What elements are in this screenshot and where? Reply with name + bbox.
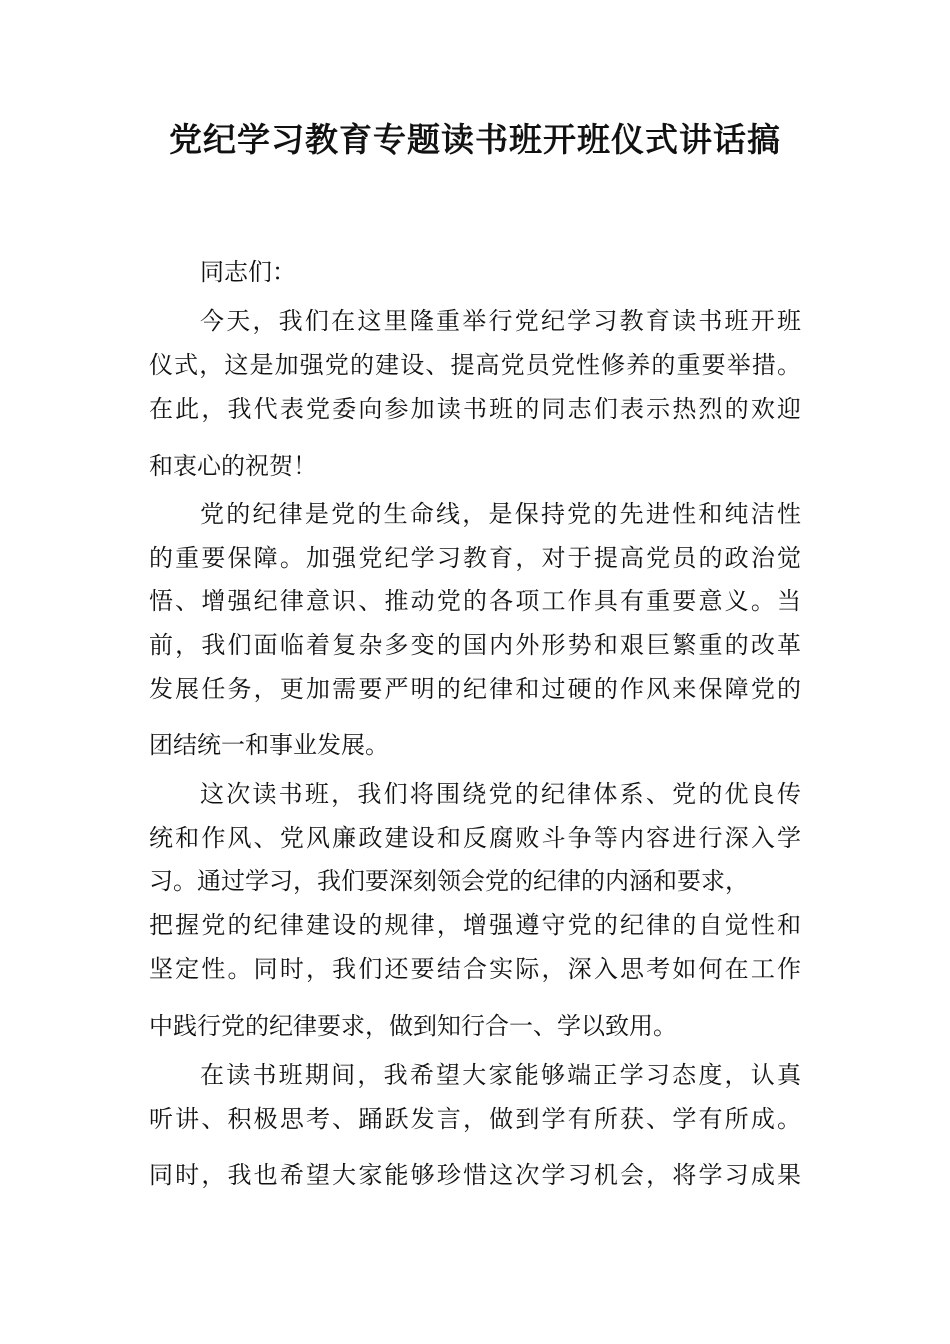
paragraph-line: 同时，我也希望大家能够珍惜这次学习机会，将学习成果 <box>149 1161 801 1189</box>
paragraph-line: 在此，我代表党委向参加读书班的同志们表示热烈的欢迎 <box>149 395 801 423</box>
paragraph-line: 听讲、积极思考、踊跃发言，做到学有所获、学有所成。 <box>149 1105 801 1133</box>
paragraph-line: 习。通过学习，我们要深刻领会党的纪律的内涵和要求， <box>149 867 749 895</box>
paragraph-line: 发展任务，更加需要严明的纪律和过硬的作风来保障党的 <box>149 675 801 703</box>
paragraph-line: 这次读书班，我们将围绕党的纪律体系、党的优良传 <box>200 780 801 808</box>
paragraph-line: 的重要保障。加强党纪学习教育，对于提高党员的政治觉 <box>149 544 801 572</box>
paragraph-line: 把握党的纪律建设的规律，增强遵守党的纪律的自觉性和 <box>149 911 801 939</box>
paragraph-line: 党的纪律是党的生命线，是保持党的先进性和纯洁性 <box>200 500 801 528</box>
paragraph-line: 今天，我们在这里隆重举行党纪学习教育读书班开班 <box>200 307 801 335</box>
paragraph-line: 统和作风、党风廉政建设和反腐败斗争等内容进行深入学 <box>149 824 801 852</box>
paragraph-line: 前，我们面临着复杂多变的国内外形势和艰巨繁重的改革 <box>149 631 801 659</box>
paragraph-line: 仪式，这是加强党的建设、提高党员党性修养的重要举措。 <box>149 351 801 379</box>
paragraph-line: 团结统一和事业发展。 <box>149 731 389 759</box>
paragraph-line: 和衷心的祝贺！ <box>149 452 317 480</box>
paragraph-line: 在读书班期间，我希望大家能够端正学习态度，认真 <box>200 1061 801 1089</box>
salutation: 同志们： <box>200 258 296 286</box>
paragraph-line: 中践行党的纪律要求，做到知行合一、学以致用。 <box>149 1012 677 1040</box>
paragraph-line: 悟、增强纪律意识、推动党的各项工作具有重要意义。当 <box>149 587 801 615</box>
document-title: 党纪学习教育专题读书班开班仪式讲话搞 <box>169 120 781 159</box>
paragraph-line: 坚定性。同时，我们还要结合实际，深入思考如何在工作 <box>149 955 801 983</box>
